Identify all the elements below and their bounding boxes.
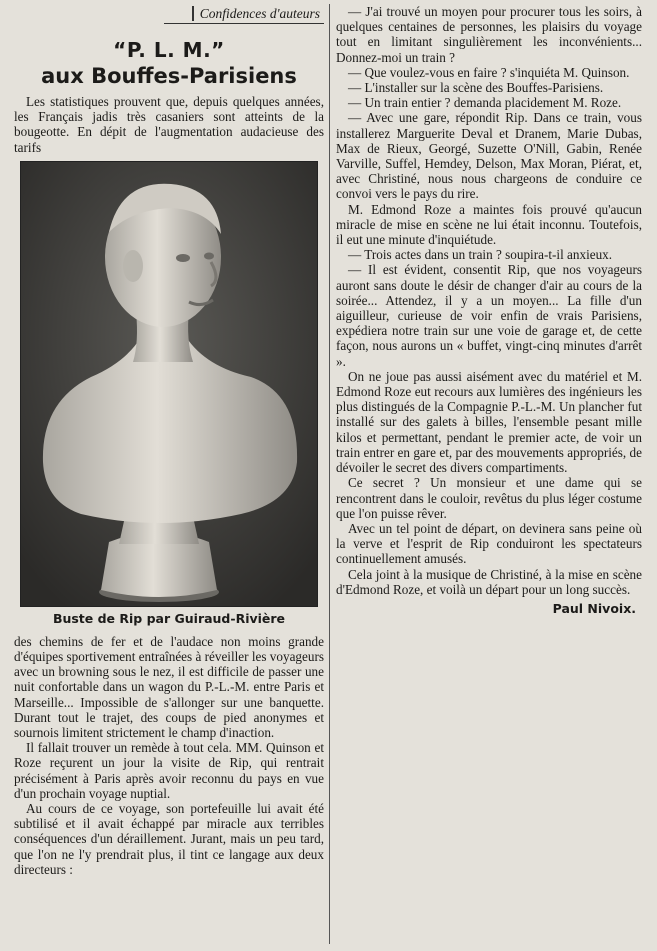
right-paragraph: — Avec une gare, répondit Rip. Dans ce train, vous installerez Marguerite Deval et Dranem, Marie Dubas, Max de Rieux, Georgé, Suzette O'Nill, Gabin, Renée Varville, Suffel, Hemdey, Delson, Max Moran, Piérat, et, avec Christiné, nous nous chargeons de conduire ce convoi vers le pays du rire.: [336, 110, 642, 202]
right-paragraph: — J'ai trouvé un moyen pour procurer tous les soirs, à quelques centaines de personnes, les plaisirs du voyage tout en limitant singulièrement les inconvénients... Donnez-moi un train ?: [336, 4, 642, 65]
left-column: [14, 4, 324, 877]
right-paragraph: M. Edmond Roze a maintes fois prouvé qu'aucun miracle de mise en scène ne lui était inconnu. Toutefois, il eut une minute d'inquiétude.: [336, 201, 642, 248]
left-paragraph: Il fallait trouver un remède à tout cela. MM. Quinson et Roze reçurent un jour la visite de Rip, qui rentrait précisément à Paris après avoir reconnu du pays en vue d'un prochain voyage nuptial.: [14, 740, 324, 801]
left-paragraph: des chemins de fer et de l'audace non moins grande d'équipes sportivement entraînées à réveiller les voyageurs avec un browning sous le nez, il est difficile de passer une nuit confortable dans un wagon du P.-L.-M. entre Paris et Marseille... Impossible de s'allonger sur une banquette. Durant tout le trajet, des coups de pied anonymes et sournois limitent strictement le champ d'inaction.: [14, 633, 324, 741]
right-paragraph: — L'installer sur la scène des Bouffes-Parisiens.: [348, 80, 604, 96]
right-paragraph: Ce secret ? Un monsieur et une dame qui se rencontrent dans le couloir, revêtus du plus léger costume que l'on puisse rêver.: [336, 475, 642, 521]
right-paragraph: — Que voulez-vous en faire ? s'inquiéta M. Quinson.: [348, 64, 630, 80]
right-paragraph: Avec un tel point de départ, on devinera sans peine où la verve et l'esprit de Rip conduiront les spectateurs continuellement amusés.: [336, 520, 642, 567]
right-paragraph: — Un train entier ? demanda placidement M. Roze.: [348, 95, 622, 111]
column-divider: [329, 4, 330, 944]
left-paragraph: Au cours de ce voyage, son portefeuille lui avait été subtilisé et il avait échappé par miracle aux terribles conséquences d'un déraillement. Jurant, mais un peu tard, que l'on ne l'y prendrait plus, il tint ce langage aux deux directeurs :: [14, 801, 324, 877]
intro-paragraph: Les statistiques prouvent que, depuis quelques années, les Français jadis très casaniers sont atteints de la bougeotte. En dépit de l'augmentation audacieuse des tarifs: [14, 94, 324, 155]
author-signature: Paul Nivoix.: [552, 600, 636, 616]
headline-line-2: aux Bouffes-Parisiens: [41, 64, 297, 88]
bust-photo: [20, 161, 318, 607]
bust-illustration: [21, 162, 317, 606]
right-paragraph: Cela joint à la musique de Christiné, à la mise en scène d'Edmond Roze, et voilà un départ pour un long succès.: [336, 566, 642, 597]
right-paragraph: — Trois actes dans un train ? soupira-t-il anxieux.: [348, 247, 613, 263]
right-paragraph: — Il est évident, consentit Rip, que nos voyageurs auront sans doute le désir de changer d'air au cours de la soirée... Attendez, il y a un moyen... La fille d'un aiguilleur, curieuse de voir enfin de vrais Parisiens, expédiera notre train sur une voie de garage et, de cette façon, nous aurons un « buffet, vingt-cinq minutes d'arrêt ».: [336, 262, 642, 369]
right-column: [336, 4, 642, 616]
right-paragraph: On ne joue pas aussi aisément avec du matériel et M. Edmond Roze eut recours aux lumières des ingénieurs les plus distingués de la Compagnie P.-L.-M. Un plancher fut installé sur des galets à billes, l'ensemble pesant mille kilos et permettant, pendant le premier acte, de voir un train entrer en gare et, par des mouvements appropriés, de dévoiler le secret des divers compartiments.: [336, 368, 642, 476]
section-rubric: Confidences d'auteurs: [164, 4, 324, 24]
photo-caption: Buste de Rip par Guiraud-Rivière: [52, 610, 286, 626]
headline-line-1: “P. L. M.”: [113, 38, 225, 62]
